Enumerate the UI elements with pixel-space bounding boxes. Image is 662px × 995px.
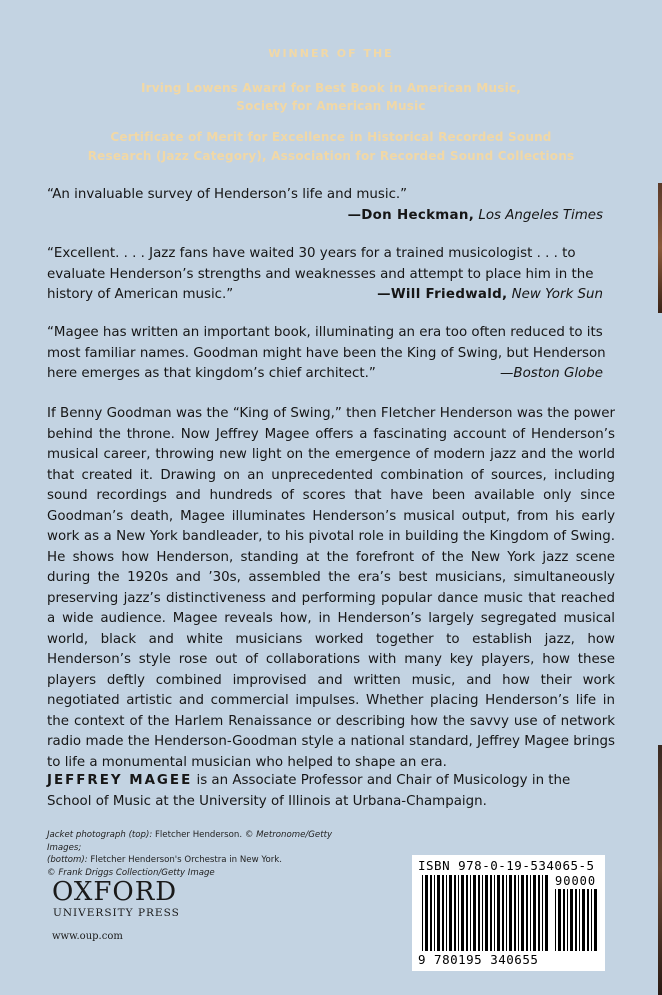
barcode-bar	[490, 875, 492, 951]
barcode-bar	[482, 875, 483, 951]
barcode-bar	[587, 889, 589, 951]
quote-attribution	[47, 206, 615, 227]
barcode-bar	[563, 889, 565, 951]
barcode-bar	[526, 875, 528, 951]
barcode-bar	[570, 889, 573, 951]
barcode-bar	[575, 889, 577, 951]
ean-number: 9 780195 340655	[418, 952, 539, 967]
award-line-1: Irving Lowens Award for Best Book in American Music,	[141, 81, 521, 95]
award-heading: WINNER OF THE	[268, 47, 394, 60]
barcode-bar	[458, 875, 459, 951]
barcode-bar	[497, 875, 500, 951]
barcode-bar	[473, 875, 476, 951]
review-quote-2	[47, 244, 615, 306]
publisher-name: OXFORD	[52, 877, 178, 907]
barcode-bar	[454, 875, 456, 951]
cover-photo-edge-bottom	[658, 745, 662, 995]
barcode-bar	[466, 875, 468, 951]
addon-barcode-bars	[555, 889, 601, 951]
barcode-addon-number: 90000	[555, 874, 597, 888]
barcode-bar	[567, 889, 568, 951]
author-bio-text: is an Associate Professor and Chair of Musicology in the School of Music at the University of Illinois at Urbana-Champaign.	[47, 773, 571, 809]
barcode-bar	[502, 875, 504, 951]
photo-credits	[47, 829, 347, 879]
barcode-bar	[555, 889, 556, 951]
barcode-bar	[470, 875, 471, 951]
barcode-bar	[591, 889, 592, 951]
barcode-bar	[442, 875, 444, 951]
quote-source: Los Angeles Times	[478, 207, 603, 223]
barcode-bar	[533, 875, 536, 951]
award-line-4: Research (Jazz Category), Association for Recorded Sound Collections	[87, 149, 575, 163]
quote-text: “Excellent. . . . Jazz fans have waited 30 years for a trained musicologist . . . to evaluate Henderson’s strengths and weaknesses and attempt to place him in the history of American music.”	[47, 246, 594, 302]
quote-author: —Will Friedwald,	[377, 287, 508, 302]
barcode-bar	[449, 875, 452, 951]
publisher-url[interactable]: www.oup.com	[52, 931, 123, 942]
quote-text: “Magee has written an important book, illuminating an era too often reduced to its most familiar names. Goodman might have been the King of Swing, but Henderson here emerges as that kingdom’s chief architect.”	[47, 325, 606, 381]
review-quote-1	[47, 185, 615, 226]
quote-author: —Don Heckman,	[347, 207, 475, 223]
barcode-bar	[542, 875, 543, 951]
barcode-bar	[485, 875, 488, 951]
author-name: JEFFREY MAGEE	[47, 773, 193, 788]
barcode-bar	[514, 875, 516, 951]
barcode-bar	[422, 875, 423, 951]
award-line-2: Society for American Music	[236, 99, 426, 113]
barcode-bar	[509, 875, 512, 951]
barcode-bar	[521, 875, 524, 951]
barcode-bar	[425, 875, 428, 951]
barcode-bar	[558, 889, 561, 951]
author-bio	[47, 771, 615, 812]
barcode-bar	[518, 875, 519, 951]
barcode-bar	[434, 875, 435, 951]
cover-photo-edge-top	[658, 183, 662, 313]
barcode-bar	[579, 889, 580, 951]
credit-source: © Frank Driggs Collection/Getty Image	[47, 867, 215, 878]
barcode-bar	[582, 889, 585, 951]
credit-source: © Metronome/Getty Images;	[47, 830, 333, 853]
quote-source: New York Sun	[511, 287, 603, 302]
publisher-logo	[52, 877, 180, 942]
publisher-press: UNIVERSITY PRESS	[53, 907, 180, 919]
barcode-bar	[494, 875, 495, 951]
barcode-bar	[506, 875, 507, 951]
award-line-3: Certificate of Merit for Excellence in Historical Recorded Sound	[110, 130, 552, 144]
book-description: If Benny Goodman was the “King of Swing,” then Fletcher Henderson was the power behind the throne. Now Jeffrey Magee offers a fascinating account of Henderson’s musical career, throwing new light on the emergence of modern jazz and the world that created it. Drawing on an unprecedented combination of sources, including sound recordings and hundreds of scores that have been available only since Goodman’s death, Magee illuminates Henderson’s musical output, from his early work as a New York bandleader, to his pivotal role in building the Kingdom of Swing. He shows how Henderson, standing at the forefront of the New York jazz scene during the 1920s and ’30s, assembled the era’s best musicians, simultaneously preserving jazz’s distinctiveness and performing popular dance music that reached a wide audience. Magee reveals how, in Henderson’s largely segregated musical world, black and white musicians worked together to establish jazz, how Henderson’s style rose out of collaborations with many key players, how these players deftly combined improvised and written music, and how their work negotiated artistic and commercial impulses. Whether placing Henderson’s life in the context of the Harlem Renaissance or describing how the savvy use of network radio made the Henderson-Goodman style a national standard, Jeffrey Magee brings to life a monumental musician who helped to shape an era.	[47, 406, 615, 770]
barcode-bar	[478, 875, 480, 951]
barcode-bar	[545, 875, 548, 951]
credit-label: Jacket photograph (top):	[47, 830, 153, 840]
barcode-bar	[538, 875, 540, 951]
barcode-bar	[446, 875, 447, 951]
barcode-bar	[530, 875, 531, 951]
credit-text: Fletcher Henderson's Orchestra in New York.	[87, 855, 282, 865]
ean-barcode-bars	[422, 875, 550, 951]
barcode	[412, 855, 605, 971]
barcode-bar	[437, 875, 440, 951]
credit-text: Fletcher Henderson.	[152, 830, 245, 840]
credit-label: (bottom):	[47, 855, 88, 865]
barcode-bar	[461, 875, 464, 951]
review-quote-3	[47, 323, 615, 385]
barcode-bar	[594, 889, 597, 951]
isbn-label: ISBN 978-0-19-534065-5	[418, 858, 595, 873]
barcode-bar	[430, 875, 432, 951]
quote-text: “An invaluable survey of Henderson’s life and music.”	[47, 187, 408, 202]
quote-source: —Boston Globe	[500, 366, 603, 381]
